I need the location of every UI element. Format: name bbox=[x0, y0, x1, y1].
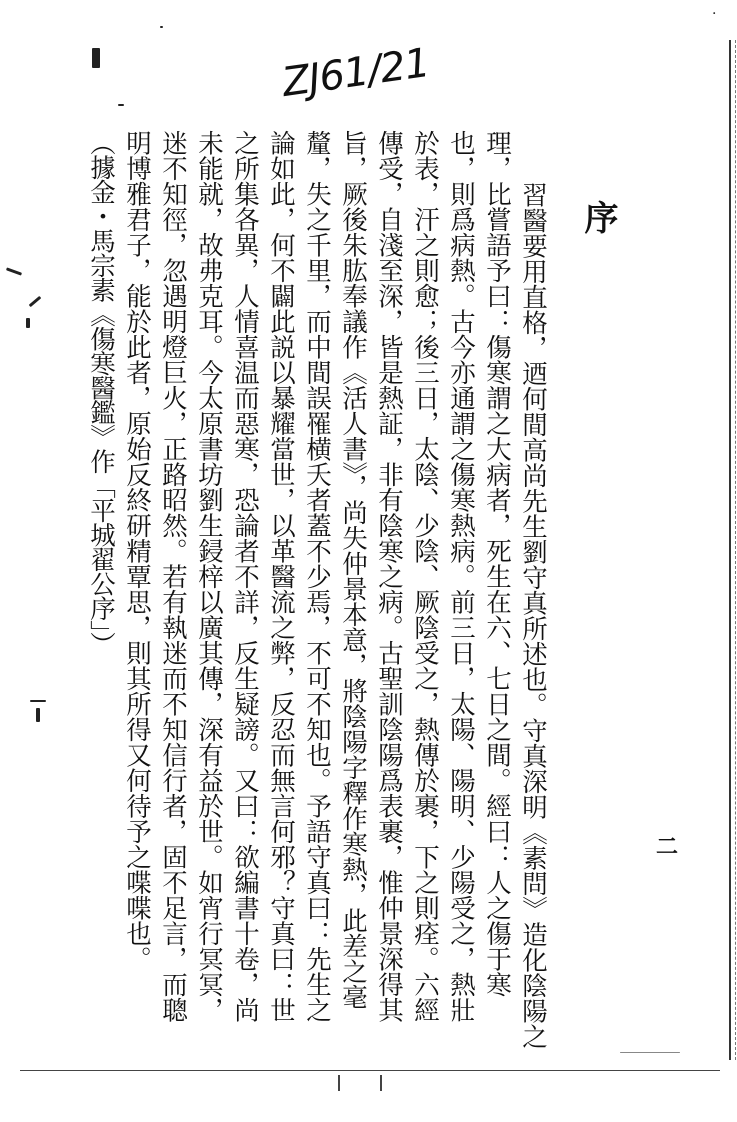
text-column: 習醫要用直格，迺何間高尚先生劉守真所述也。守真深明《素問》造化陰陽之 bbox=[518, 182, 548, 1049]
scan-artifact bbox=[620, 1052, 680, 1053]
text-column: 理，比嘗語予曰：傷寒謂之大病者，死生在六、七日之間。經曰：人之傷于寒 bbox=[482, 130, 512, 997]
bottom-tick-left bbox=[338, 1075, 340, 1091]
scan-artifact bbox=[30, 700, 46, 702]
text-column: 論如此，何不闢此説以暴耀當世，以革醫流之弊，反忍而無言何邪？守真曰：世 bbox=[266, 130, 296, 1023]
scan-artifact bbox=[6, 267, 22, 275]
scan-artifact bbox=[92, 48, 100, 68]
text-column: 於表，汗之則愈；後三日，太陰、少陰、厥陰受之，熱傳於裹，下之則痊。六經 bbox=[410, 130, 440, 1023]
text-column: 未能就，故弗克耳。今太原書坊劉生鋟梓以廣其傳，深有益於世。如宵行冥冥， bbox=[194, 130, 224, 1023]
text-column: 之所集各異，人情喜温而惡寒，恐論者不詳，反生疑謗。又曰：欲編書十卷，尚 bbox=[230, 130, 260, 1023]
source-note: （據金・馬宗素《傷寒醫鑑》作「平城翟公序」） bbox=[86, 130, 116, 657]
scan-artifact bbox=[118, 104, 124, 106]
page-binding-edge bbox=[729, 40, 736, 1060]
scan-artifact bbox=[26, 318, 30, 328]
scan-artifact bbox=[160, 26, 163, 28]
scan-artifact bbox=[29, 296, 42, 307]
text-column: 明博雅君子，能於此者，原始反終研精覃思，則其所得又何待予之喋喋也。 bbox=[122, 130, 152, 972]
text-column: 釐，失之千里，而中間誤罹横夭者蓋不少焉，不可不知也。予語守真曰：先生之 bbox=[302, 130, 332, 1023]
bottom-rule bbox=[20, 1070, 720, 1071]
bottom-tick-right bbox=[380, 1075, 382, 1091]
text-column: 傳受，自淺至深，皆是熱証，非有陰寒之病。古聖訓陰陽爲表裹，惟仲景深得其 bbox=[374, 130, 404, 1023]
scan-artifact bbox=[36, 708, 40, 722]
handwritten-catalog-number: ZJ61/21 bbox=[279, 39, 432, 107]
text-column: 旨，厥後朱肱奉議作《活人書》，尚失仲景本意，將陰陽字釋作寒熱，此差之毫 bbox=[338, 130, 368, 1010]
text-column: 迷不知徑，忽遇明燈巨火，正路昭然。若有執迷而不知信行者，固不足言，而聰 bbox=[158, 130, 188, 1023]
page-number: 二 bbox=[656, 834, 679, 860]
corner-mark: · bbox=[712, 6, 717, 22]
page-heading: 序 bbox=[578, 200, 618, 234]
preface-text bbox=[86, 130, 554, 1050]
text-column: 也，則爲病熱。古今亦通謂之傷寒熱病。前三日，太陽、陽明、少陽受之，熱壯 bbox=[446, 130, 476, 1023]
